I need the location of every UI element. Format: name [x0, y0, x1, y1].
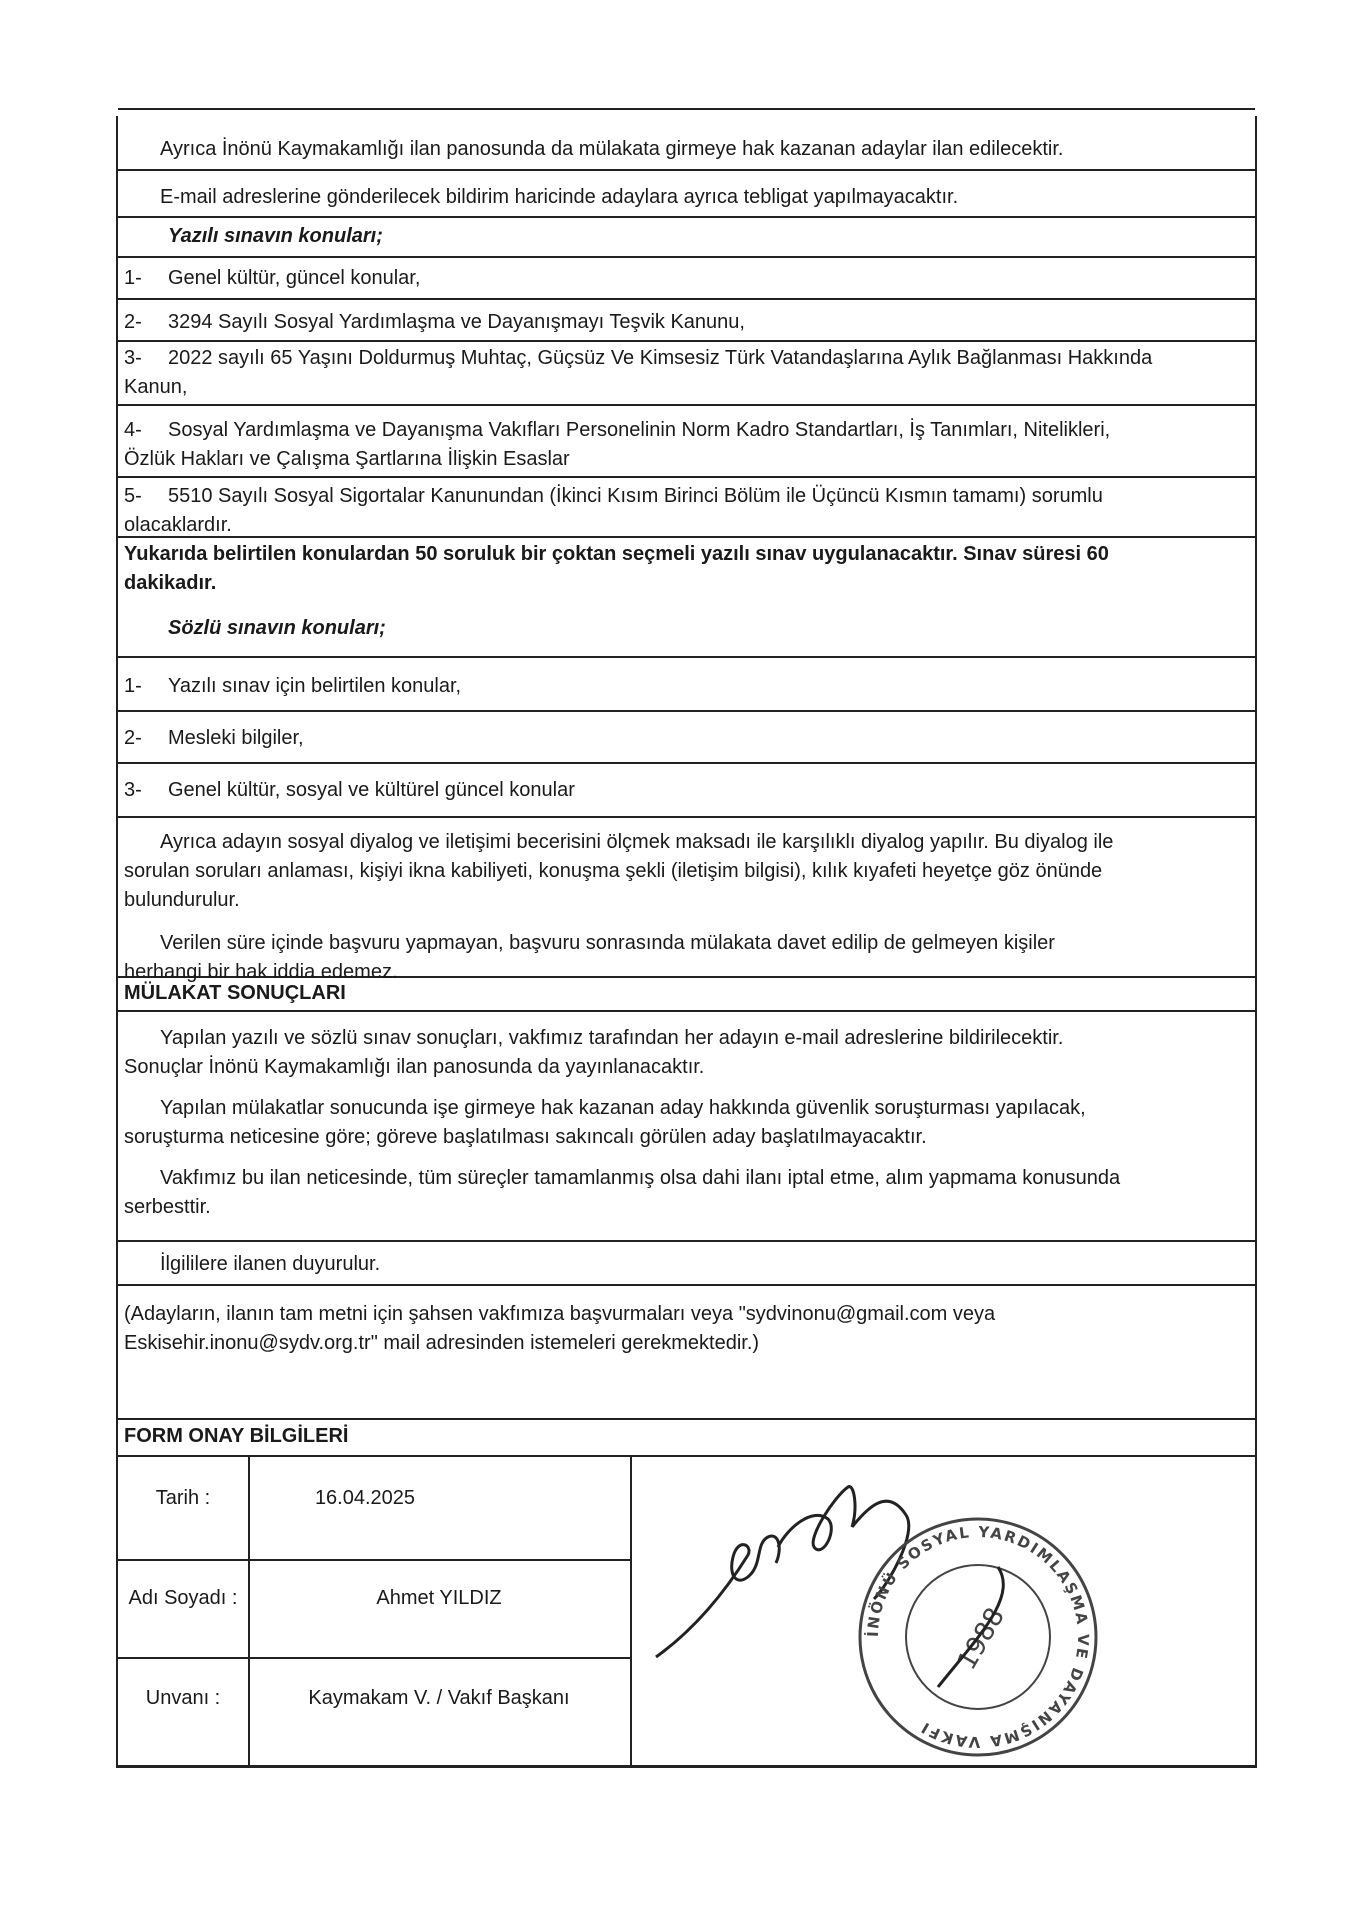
absence-paragraph-line: herhangi bir hak iddia edemez. [124, 961, 398, 983]
summary-line: dakikadır. [124, 572, 217, 594]
cancel-right-paragraph-line: serbesttir. [124, 1196, 211, 1218]
contact-line: (Adayların, ilanın tam metni için şahsen vakfımıza başvurmaları veya "sydvinonu@gmail.com veya [124, 1303, 996, 1325]
contact-line: Eskisehir.inonu@sydv.org.tr" mail adresinden istemeleri gerekmektedir.) [124, 1332, 760, 1354]
cancel-right-paragraph-line: Vakfımız bu ilan neticesinde, tüm süreçler tamamlanmış olsa dahi ilanı iptal etme, alım yapmama konusunda [160, 1167, 1121, 1189]
stamp-year: 1988 [951, 1602, 1011, 1676]
name-label: Adı Soyadı : [128, 1587, 238, 1609]
topic-number: 4- [124, 419, 142, 441]
topic-number: 5- [124, 485, 142, 507]
security-paragraph-line: soruşturma neticesine göre; göreve başlatılması sakıncalı görülen aday başlatılmayacaktır. [124, 1126, 927, 1148]
topic-text: 3294 Sayılı Sosyal Yardımlaşma ve Dayanışmayı Teşvik Kanunu, [168, 311, 745, 333]
dialog-paragraph-line: bulundurulur. [124, 889, 240, 911]
oral-exam-heading: Sözlü sınavın konuları; [168, 617, 386, 639]
written-topic-row [118, 300, 1255, 342]
signature-stroke [656, 1536, 779, 1657]
title-value: Kaymakam V. / Vakıf Başkanı [308, 1687, 570, 1709]
results-details-row [118, 1012, 1255, 1242]
topic-number: 1- [124, 267, 142, 289]
written-exam-heading: Yazılı sınavın konuları; [168, 225, 383, 247]
written-topic-row [118, 258, 1255, 300]
topic-number: 3- [124, 347, 142, 369]
summary-line: Yukarıda belirtilen konulardan 50 soruluk bir çoktan seçmeli yazılı sınav uygulanacaktır. Sınav süresi 60 [124, 543, 1109, 565]
notice-row-email [118, 171, 1255, 218]
topic-number: 2- [124, 727, 142, 749]
date-value: 16.04.2025 [314, 1487, 416, 1509]
duyuru-text: İlgililere ilanen duyurulur. [160, 1253, 381, 1275]
written-exam-heading-row [118, 218, 1255, 258]
written-topic-row [118, 342, 1255, 406]
topic-text: Mesleki bilgiler, [168, 727, 304, 749]
topic-text: Genel kültür, güncel konular, [168, 267, 421, 289]
dialog-paragraph-line: sorulan soruları anlaması, kişiyi ikna kabiliyeti, konuşma şekli (iletişim bilgisi), kılık kıyafeti heyetçe göz önünde [124, 860, 1103, 882]
topic-text-continued: Kanun, [124, 376, 188, 398]
absence-paragraph-line: Verilen süre içinde başvuru yapmayan, başvuru sonrasında mülakata davet edilip de gelmeyen kişiler [160, 932, 1055, 954]
date-label: Tarih : [155, 1487, 211, 1509]
oral-topic-row [118, 764, 1255, 818]
dialog-paragraph-line: Ayrıca adayın sosyal diyalog ve iletişimi becerisini ölçmek maksadı ile karşılıklı diyalog yapılır. Bu diyalog ile [160, 831, 1114, 853]
oral-topic-row [118, 658, 1255, 712]
topic-text-continued: olacaklardır. [124, 514, 232, 536]
contact-row [118, 1286, 1255, 1420]
topic-number: 2- [124, 311, 142, 333]
oral-exam-details-row [118, 818, 1255, 983]
title-label: Unvanı : [145, 1687, 221, 1709]
topic-text: Yazılı sınav için belirtilen konular, [168, 675, 462, 697]
notice-text: E-mail adreslerine gönderilecek bildirim haricinde adaylara ayrıca tebligat yapılmayacaktır. [160, 186, 959, 208]
signature-stroke [778, 1487, 855, 1550]
topic-number: 1- [124, 675, 142, 697]
announcement-document [116, 116, 1257, 1768]
notice-row-kaymakamlik [118, 108, 1255, 171]
oral-topic-row [118, 712, 1255, 764]
name-value: Ahmet YILDIZ [376, 1587, 502, 1609]
stamp-text: İNÖNÜ SOSYAL YARDIMLAŞMA VE DAYANIŞMA VAKFI [863, 1522, 1093, 1752]
results-paragraph-line: Sonuçlar İnönü Kaymakamlığı ilan panosunda da yayınlanacaktır. [124, 1056, 705, 1078]
results-paragraph-line: Yapılan yazılı ve sözlü sınav sonuçları, vakfımız tarafından her adayın e-mail adreslerine bildirilecektir. [160, 1027, 1064, 1049]
security-paragraph-line: Yapılan mülakatlar sonucunda işe girmeye hak kazanan aday hakkında güvenlik soruşturması yapılacak, [160, 1097, 1086, 1119]
form-heading-row [118, 1420, 1255, 1455]
form-approval-table [118, 1455, 1255, 1768]
notice-text: Ayrıca İnönü Kaymakamlığı ilan panosunda da mülakata girmeye hak kazanan adaylar ilan edilecektir. [160, 138, 1064, 160]
topic-text: 5510 Sayılı Sosyal Sigortalar Kanunundan (İkinci Kısım Birinci Bölüm ile Üçüncü Kısmın tamamı) sorumlu [168, 485, 1103, 507]
written-exam-summary-row [118, 538, 1255, 658]
topic-text: Sosyal Yardımlaşma ve Dayanışma Vakıfları Personelinin Norm Kadro Standartları, İş Tanımları, Nitelikleri, [168, 419, 1111, 441]
topic-text: 2022 sayılı 65 Yaşını Doldurmuş Muhtaç, Güçsüz Ve Kimsesiz Türk Vatandaşlarına Aylık Bağlanması Hakkında [168, 347, 1153, 369]
signature-and-seal [638, 1467, 1238, 1767]
written-topic-row [118, 478, 1255, 538]
written-topic-row [118, 406, 1255, 478]
form-heading: FORM ONAY BİLGİLERİ [124, 1425, 349, 1447]
results-heading: MÜLAKAT SONUÇLARI [124, 982, 346, 1004]
topic-text-continued: Özlük Hakları ve Çalışma Şartlarına İlişkin Esaslar [124, 448, 570, 470]
topic-number: 3- [124, 779, 142, 801]
duyuru-row [118, 1242, 1255, 1286]
results-heading-row [118, 978, 1255, 1012]
topic-text: Genel kültür, sosyal ve kültürel güncel konular [168, 779, 575, 801]
